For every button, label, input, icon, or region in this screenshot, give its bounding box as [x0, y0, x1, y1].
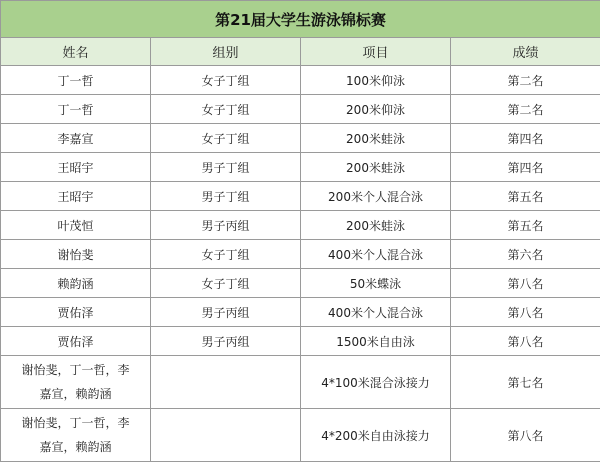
cell-result: 第二名 [451, 95, 600, 124]
cell-group: 女子丁组 [151, 124, 301, 153]
cell-event: 50米蝶泳 [301, 269, 451, 298]
relay-names-line: 嘉宣，赖韵涵 [39, 387, 112, 401]
table-row [1, 153, 600, 182]
cell-group [151, 356, 301, 409]
cell-group: 女子丁组 [151, 95, 301, 124]
cell-name: 王昭宇 [1, 182, 151, 211]
cell-group [151, 409, 301, 462]
table-row [1, 182, 600, 211]
cell-result: 第五名 [451, 182, 600, 211]
table-row [1, 95, 600, 124]
cell-relay-names [1, 356, 151, 409]
cell-event: 4*100米混合泳接力 [301, 356, 451, 409]
table-row [1, 211, 600, 240]
cell-event: 200米蛙泳 [301, 124, 451, 153]
table-row [1, 240, 600, 269]
cell-group: 女子丁组 [151, 66, 301, 95]
cell-result: 第八名 [451, 409, 600, 462]
title-row [1, 1, 600, 38]
column-header-event: 项目 [301, 38, 451, 66]
relay-row [1, 356, 600, 409]
table-row [1, 327, 600, 356]
cell-result: 第五名 [451, 211, 600, 240]
cell-name: 贾佑泽 [1, 327, 151, 356]
table-row [1, 298, 600, 327]
cell-name: 王昭宇 [1, 153, 151, 182]
column-header-result: 成绩 [451, 38, 600, 66]
cell-relay-names [1, 409, 151, 462]
cell-event: 200米个人混合泳 [301, 182, 451, 211]
cell-result: 第二名 [451, 66, 600, 95]
cell-group: 男子丙组 [151, 211, 301, 240]
cell-result: 第七名 [451, 356, 600, 409]
cell-event: 1500米自由泳 [301, 327, 451, 356]
cell-name: 丁一哲 [1, 66, 151, 95]
cell-name: 赖韵涵 [1, 269, 151, 298]
cell-event: 200米蛙泳 [301, 153, 451, 182]
cell-event: 400米个人混合泳 [301, 298, 451, 327]
cell-group: 女子丁组 [151, 269, 301, 298]
cell-result: 第八名 [451, 269, 600, 298]
cell-event: 200米蛙泳 [301, 211, 451, 240]
cell-group: 男子丙组 [151, 327, 301, 356]
cell-name: 谢怡斐 [1, 240, 151, 269]
relay-row [1, 409, 600, 462]
header-row [1, 38, 600, 66]
table-row [1, 66, 600, 95]
cell-name: 贾佑泽 [1, 298, 151, 327]
cell-event: 200米仰泳 [301, 95, 451, 124]
column-header-name: 姓名 [1, 38, 151, 66]
cell-event: 4*200米自由泳接力 [301, 409, 451, 462]
cell-result: 第四名 [451, 124, 600, 153]
cell-group: 男子丁组 [151, 153, 301, 182]
cell-name: 叶茂恒 [1, 211, 151, 240]
cell-event: 400米个人混合泳 [301, 240, 451, 269]
cell-result: 第六名 [451, 240, 600, 269]
cell-name: 李嘉宣 [1, 124, 151, 153]
cell-group: 男子丁组 [151, 182, 301, 211]
table-title: 第21届大学生游泳锦标赛 [1, 1, 600, 38]
relay-names-line: 谢怡斐，丁一哲，李 [21, 363, 130, 377]
relay-names-line: 嘉宣，赖韵涵 [39, 440, 112, 454]
cell-result: 第八名 [451, 327, 600, 356]
table-row [1, 269, 600, 298]
cell-group: 女子丁组 [151, 240, 301, 269]
cell-result: 第四名 [451, 153, 600, 182]
relay-names-line: 谢怡斐，丁一哲，李 [21, 416, 130, 430]
cell-event: 100米仰泳 [301, 66, 451, 95]
column-header-group: 组别 [151, 38, 301, 66]
cell-result: 第八名 [451, 298, 600, 327]
table-row [1, 124, 600, 153]
cell-group: 男子丙组 [151, 298, 301, 327]
cell-name: 丁一哲 [1, 95, 151, 124]
